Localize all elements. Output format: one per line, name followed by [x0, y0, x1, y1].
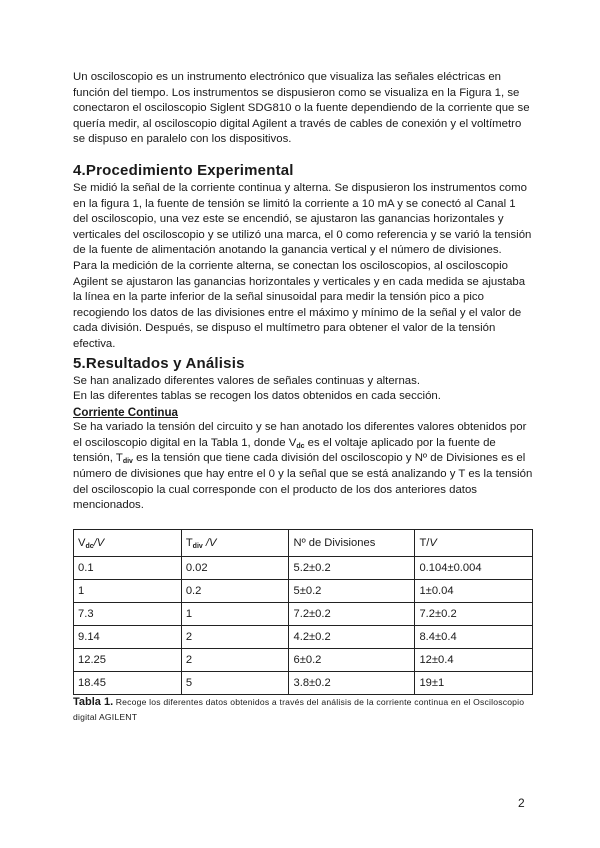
header-tdiv-main: T [185, 536, 193, 549]
table-header-row [74, 529, 533, 556]
table-cell: 18.45 [74, 671, 182, 694]
table-cell: 9.14 [74, 625, 182, 648]
p3-text-2: es el voltaje aplicado por la fuente de tensión, T [73, 436, 496, 465]
table-cell: 1 [74, 579, 182, 602]
p3-text-1: Se ha variado la tensión del circuito y se han anotado los diferentes valores obtenidos por el osciloscopio digital en la Tabla 1, donde V [73, 421, 527, 449]
table-cell: 12±0.4 [415, 648, 533, 671]
table-row [74, 648, 533, 671]
table-cell: 7.2±0.2 [415, 602, 533, 625]
table-row [74, 602, 533, 625]
subsection-heading-corriente-continua: Corriente Continua [73, 405, 178, 419]
header-tdiv-unit: /V [202, 536, 217, 549]
table-row [74, 671, 533, 694]
header-tdiv [181, 529, 289, 556]
table-cell: 1±0.04 [415, 579, 533, 602]
intro-paragraph: Un osciloscopio es un instrumento electrónico que visualiza las señales eléctricas en función del tiempo. Los instrumentos se dispusieron como se visualiza en la Figura 1, se conectaron el osciloscopio Siglent SDG810 o la fuente dependiendo de la corriente que se quería medir, al osciloscopio digital Agilent a través de cables de conexión y el voltímetro se dispuso en paralelo con los dispositivos. [73, 71, 530, 146]
header-t [415, 529, 533, 556]
header-vdc-unit: /V [93, 536, 105, 549]
table-caption [73, 695, 533, 725]
table-cell: 6±0.2 [289, 648, 415, 671]
table-cell: 5.2±0.2 [289, 556, 415, 579]
table-cell: 0.2 [181, 579, 289, 602]
header-divisions: Nº de Divisiones [289, 529, 415, 556]
section-4-paragraph-2: Para la medición de la corriente alterna, se conectan los osciloscopios, al osciloscopio Agilent se ajustaron las ganancias horizontales y verticales y en cada medida se ajustaba la línea en la parte inferior de la señal sinusoidal para medir la tensión pico a pico recogiendo los datos de las divisiones entre el máximo y mínimo de la señal y el valor de cada división. Después, se dispuso el multímetro para obtener el valor de la tensión efectiva. [73, 259, 526, 350]
p3-sub-div: div [122, 458, 133, 466]
table-cell: 8.4±0.4 [415, 625, 533, 648]
table-cell: 5±0.2 [289, 579, 415, 602]
section-5-paragraph-3 [73, 420, 533, 514]
table-cell: 7.3 [74, 602, 182, 625]
table-cell: 7.2±0.2 [289, 602, 415, 625]
header-vdc-main: V [78, 536, 86, 549]
table-cell: 5 [181, 671, 289, 694]
table-cell: 12.25 [74, 648, 182, 671]
p3-text-3: es la tensión que tiene cada división del osciloscopio y Nº de Divisiones es el número de divisiones que hay entre el 0 y la señal que se está analizando y T es la tensión del osciloscopio la cual corresponde con el producto de los dos anteriores datos mencionados. [73, 452, 533, 512]
caption-text: Recoge los diferentes datos obtenidos a través del análisis de la corriente continua en el Osciloscopio digital AGILENT [73, 696, 525, 722]
table-row [74, 625, 533, 648]
header-vdc [74, 529, 182, 556]
table-cell: 3.8±0.2 [289, 671, 415, 694]
document-page [73, 70, 533, 725]
table-cell: 19±1 [415, 671, 533, 694]
p3-sub-dc: dc [296, 442, 305, 450]
table-cell: 2 [181, 625, 289, 648]
results-table [73, 529, 533, 695]
caption-label: Tabla 1. [73, 695, 114, 708]
page-number: 2 [518, 796, 525, 810]
table-cell: 0.1 [74, 556, 182, 579]
table-row [74, 579, 533, 602]
table-cell: 2 [181, 648, 289, 671]
table-cell: 0.02 [181, 556, 289, 579]
table-cell: 0.104±0.004 [415, 556, 533, 579]
header-t-unit: V [429, 536, 437, 549]
table-cell: 1 [181, 602, 289, 625]
section-4-heading: 4.Procedimiento Experimental [73, 161, 294, 179]
table-row [74, 556, 533, 579]
section-5-paragraph-2: En las diferentes tablas se recogen los datos obtenidos en cada sección. [73, 390, 441, 403]
header-vdc-sub: dc [85, 542, 94, 550]
section-5-heading: 5.Resultados y Análisis [73, 354, 245, 372]
header-t-main: T/ [419, 536, 430, 549]
header-tdiv-sub: div [192, 542, 203, 550]
section-4-paragraph-1: Se midió la señal de la corriente continua y alterna. Se dispusieron los instrumentos como en la figura 1, la fuente de tensión se limitó la corriente a 10 mA y se conectó al Canal 1 del osciloscopio, una vez este se encendió, se ajustaron las ganancias horizontales y verticales del osciloscopio y se utilizó una marca, el 0 como referencia y se varió la tensión de la fuente de alimentación anotando la ganancia vertical y el número de divisiones. [73, 181, 532, 257]
table-cell: 4.2±0.2 [289, 625, 415, 648]
section-5-paragraph-1: Se han analizado diferentes valores de señales continuas y alternas. [73, 374, 421, 387]
